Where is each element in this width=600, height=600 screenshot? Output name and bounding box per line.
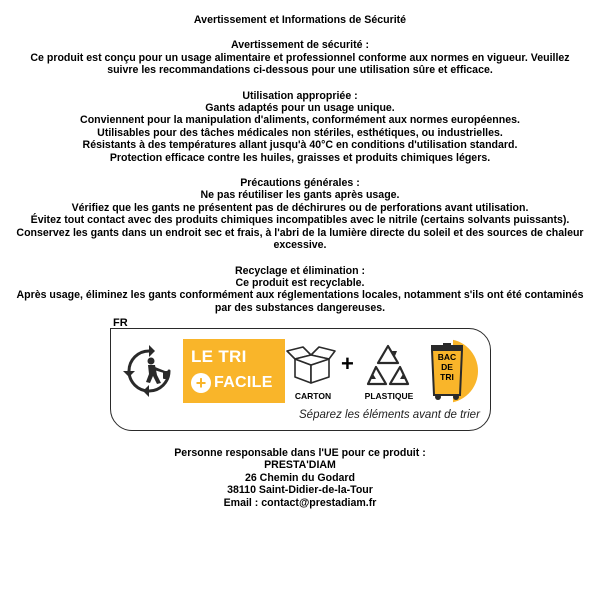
- safety-document: [0, 14, 600, 314]
- usage-section: [0, 90, 600, 164]
- precautions-line: Conservez les gants dans un endroit sec et frais, à l'abri de la lumière directe du soleil et des sources de chaleur: [16, 226, 584, 239]
- address-street: 26 Chemin du Godard: [244, 471, 356, 484]
- precautions-heading: Précautions générales :: [240, 177, 360, 190]
- responsible-person: [0, 447, 600, 509]
- plastique-label: PLASTIQUE: [364, 391, 414, 401]
- carton-box-icon: [285, 343, 337, 385]
- company-name: PRESTA'DIAM: [264, 459, 336, 472]
- recycling-section: [0, 265, 600, 315]
- plus-sign: +: [341, 351, 354, 376]
- triman-icon: [119, 341, 179, 401]
- materials-box: [285, 339, 453, 403]
- usage-line: Gants adaptés pour un usage unique.: [205, 102, 395, 115]
- usage-line: Conviennent pour la manipulation d'aliments, conformément aux normes européennes.: [80, 114, 520, 127]
- sorting-instruction: Séparez les éléments avant de trier: [299, 409, 480, 421]
- bin-text-line: DE: [441, 362, 453, 372]
- plus-circle-icon: +: [191, 373, 211, 393]
- recycle-icon: [365, 341, 411, 387]
- precautions-section: [0, 177, 600, 251]
- safety-line: Ce produit est conçu pour un usage alimentaire et professionnel conforme aux normes en vigueur. Veuillez: [30, 51, 570, 64]
- document-title: Avertissement et Informations de Sécurité: [193, 14, 407, 26]
- facile-text: FACILE: [214, 374, 273, 391]
- facile-row: [191, 371, 273, 395]
- usage-heading: Utilisation appropriée :: [242, 89, 358, 102]
- bin-text-line: BAC: [437, 352, 457, 362]
- bin-text: [435, 352, 459, 382]
- recycling-line: Ce produit est recyclable.: [235, 276, 365, 289]
- footer-heading: Personne responsable dans l'UE pour ce produit :: [174, 447, 426, 459]
- address-city: 38110 Saint-Didier-de-la-Tour: [227, 484, 373, 497]
- usage-line: Résistants à des températures allant jusqu'à 40°C en conditions d'utilisation standard.: [82, 139, 518, 152]
- recycling-heading: Recyclage et élimination :: [234, 264, 366, 277]
- safety-line: suivre les recommandations ci-dessous pour une utilisation sûre et efficace.: [107, 64, 493, 77]
- precautions-line: Vérifiez que les gants ne présentent pas de déchirures ou de perforations avant utilisation.: [71, 201, 529, 214]
- bin-text-line: TRI: [440, 372, 454, 382]
- carton-label: CARTON: [294, 391, 332, 401]
- recycling-line: par des substances dangereuses.: [214, 301, 386, 314]
- precautions-line: excessive.: [273, 239, 327, 252]
- precautions-line: Évitez tout contact avec des produits chimiques incompatibles avec le nitrile (certains solvants puissants).: [30, 214, 570, 227]
- usage-line: Protection efficace contre les huiles, graisses et produits chimiques légers.: [109, 151, 491, 164]
- precautions-line: Ne pas réutiliser les gants après usage.: [200, 189, 400, 202]
- safety-section: [0, 39, 600, 76]
- usage-line: Utilisables pour des tâches médicales non stériles, esthétiques, ou industrielles.: [97, 126, 503, 139]
- safety-heading: Avertissement de sécurité :: [231, 39, 369, 52]
- country-code: FR: [113, 317, 128, 329]
- contact-email: Email : contact@prestadiam.fr: [223, 496, 377, 509]
- recycling-line: Après usage, éliminez les gants conformément aux réglementations locales, notamment s'ils ont été contaminés: [16, 289, 584, 302]
- le-tri-facile-panel: [183, 339, 478, 403]
- triman-recycling-label: [110, 328, 491, 431]
- le-tri-text: LE TRI: [191, 347, 247, 366]
